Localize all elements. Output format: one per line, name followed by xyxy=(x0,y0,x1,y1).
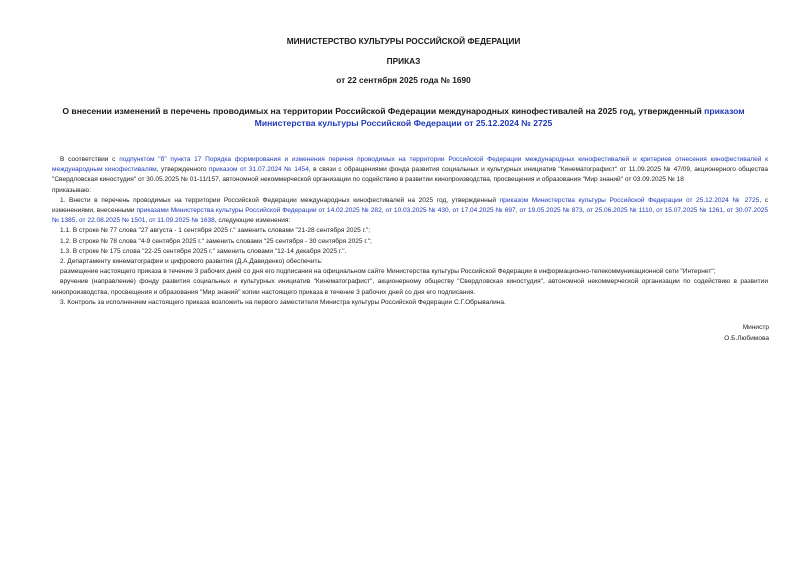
clause-2-item-1: размещение настоящего приказа в течение 3 рабочих дней со дня его подписания на официальном сайте Министерства культуры Российской Федерации в информационно-телекоммуникационной сети "Интернет"; xyxy=(60,268,716,276)
title-order-link[interactable]: приказом Министерства культуры Российской Федерации от 25.12.2024 № 2725 xyxy=(254,106,745,128)
clause-1-1: 1.1. В строке № 77 слова "27 августа - 1 сентября 2025 г." заменить словами "21-28 сентября 2025 г."; xyxy=(60,227,371,235)
clause-2: 2. Департаменту кинематографии и цифрового развития (Д.А.Давиденко) обеспечить: xyxy=(60,258,323,266)
clause-2-item-2: вручение (направление) фонду развития социальных и культурных инициатив "Кинематографист", акционерному обществу "Свердловская киностудия", автономной некоммерческой организации по содействию в развитии кинопроизводства, просвещения и образования "Мир знаний" копии настоящего приказа в течение 3 рабочих дней со дня его подписания. xyxy=(52,278,768,296)
subparagraph-link[interactable]: подпунктом "б" пункта 17 Порядка формирования и изменения перечня проводимых на территории Российской Федерации международных кинофестивалей и критериев отнесения кинофестивалей к международным кинофестивалям xyxy=(52,156,768,174)
document-type: ПРИКАЗ xyxy=(386,56,421,66)
clause-1-2: 1.2. В строке № 78 слова "4-9 сентября 2025 г." заменить словами "25 сентября - 30 сентября 2025 г."; xyxy=(60,237,372,245)
document-date-number: от 22 сентября 2025 года № 1690 xyxy=(336,75,471,85)
order-2725-link[interactable]: приказом Министерства культуры Российской Федерации от 25.12.2024 № 2725 xyxy=(499,196,760,204)
ministry-header: МИНИСТЕРСТВО КУЛЬТУРЫ РОССИЙСКОЙ ФЕДЕРАЦИИ xyxy=(286,36,521,46)
clause-1 xyxy=(52,196,768,227)
preamble-text-2: , утвержденного xyxy=(156,166,209,174)
preamble-paragraph xyxy=(52,155,768,186)
order-word: приказываю: xyxy=(52,186,91,194)
amending-orders-link[interactable]: приказами Министерства культуры Российской Федерации от 14.02.2025 № 282, от 10.03.2025 № 430, от 17.04.2025 № 697, от 19.05.2025 № 873, от 25.06.2025 № 1110, от 15.07.2025 № 1261, от 30.07.2025 № 1385, от 22.08.2025 № 1501, от 11.09.2025 № 1638 xyxy=(52,207,769,225)
preamble-text-3: , в связи с обращениями фонда развития социальных и культурных инициатив "Кинематографист" от 11.09.2025 № 47/09, акционерного общества "Свердловская киностудия" от 30.05.2025 № 01-11/157, автономной некоммерческой организации по содействию в развитии кинопроизводства, просвещения и образования "Мир знаний" от 03.09.2025 № 18 xyxy=(52,166,769,184)
clause-1-3: 1.3. В строке № 175 слова "22-25 сентября 2025 г." заменить словами "12-14 декабря 2025 г.". xyxy=(60,247,347,255)
document-title xyxy=(40,105,767,129)
document-body xyxy=(52,155,768,308)
clause-1-text-3: , следующие изменения: xyxy=(214,217,291,225)
clause-1-text-1: 1. Внести в перечень проводимых на территории Российской Федерации международных кинофестивалей на 2025 год, утвержденный xyxy=(60,196,500,204)
title-text: О внесении изменений в перечень проводимых на территории Российской Федерации международных кинофестивалей на 2025 год, утвержденный xyxy=(62,106,705,116)
signatory-position: Министр xyxy=(742,324,769,331)
clause-1-text-2: , с изменениями, внесенными xyxy=(52,196,768,215)
order-1454-link[interactable]: приказом от 31.07.2024 № 1454 xyxy=(209,166,309,174)
preamble-text-1: В соответствии с xyxy=(60,156,120,163)
signatory-name: О.Б.Любимова xyxy=(724,335,769,342)
clause-3: 3. Контроль за исполнением настоящего приказа возложить на первого заместителя Министра культуры Российской Федерации С.Г.Обрывалина. xyxy=(60,298,506,306)
